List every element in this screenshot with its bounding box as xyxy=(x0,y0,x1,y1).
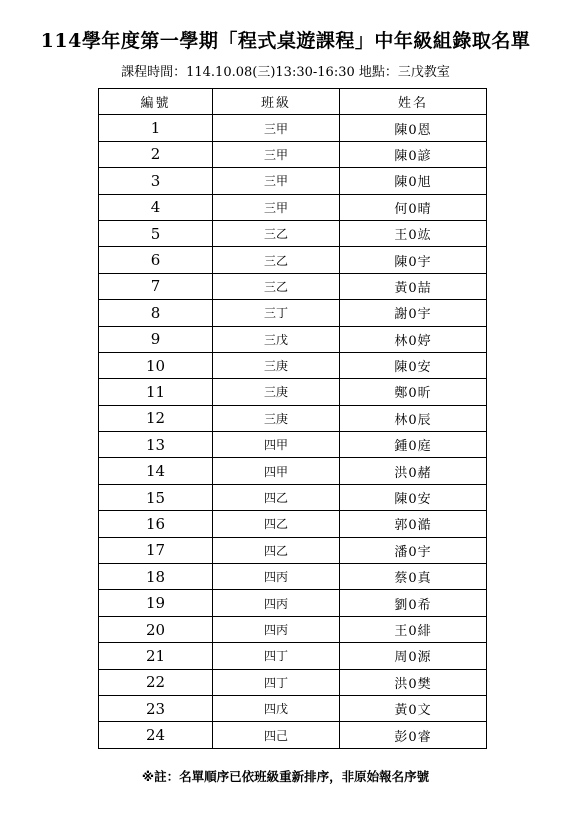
row-student-name: 陳0安 xyxy=(340,484,487,510)
row-class: 四乙 xyxy=(213,537,340,563)
table-row xyxy=(99,669,487,695)
table-row xyxy=(99,141,487,167)
row-number: 24 xyxy=(99,722,213,748)
row-number: 7 xyxy=(99,273,213,299)
document-title: 114學年度第一學期「程式桌遊課程」中年級組錄取名單 xyxy=(40,30,531,52)
table-row xyxy=(99,247,487,273)
table-row xyxy=(99,643,487,669)
row-class: 四丙 xyxy=(213,590,340,616)
row-class: 四甲 xyxy=(213,458,340,484)
table-row xyxy=(99,537,487,563)
table-header-row xyxy=(99,89,487,115)
table-row xyxy=(99,300,487,326)
row-number: 6 xyxy=(99,247,213,273)
table-row xyxy=(99,115,487,141)
row-class: 三庚 xyxy=(213,405,340,431)
row-number: 2 xyxy=(99,141,213,167)
row-class: 三甲 xyxy=(213,194,340,220)
table-row xyxy=(99,326,487,352)
row-number: 18 xyxy=(99,564,213,590)
admission-roster-table xyxy=(98,88,487,749)
row-class: 三乙 xyxy=(213,247,340,273)
row-class: 四己 xyxy=(213,722,340,748)
row-class: 三庚 xyxy=(213,352,340,378)
row-student-name: 潘0宇 xyxy=(340,537,487,563)
row-number: 13 xyxy=(99,432,213,458)
row-class: 四丁 xyxy=(213,643,340,669)
row-number: 1 xyxy=(99,115,213,141)
row-student-name: 王0緋 xyxy=(340,616,487,642)
row-class: 四乙 xyxy=(213,511,340,537)
row-number: 15 xyxy=(99,484,213,510)
row-number: 16 xyxy=(99,511,213,537)
row-number: 23 xyxy=(99,695,213,721)
row-student-name: 陳0恩 xyxy=(340,115,487,141)
table-row xyxy=(99,695,487,721)
row-student-name: 蔡0真 xyxy=(340,564,487,590)
row-class: 四丁 xyxy=(213,669,340,695)
row-number: 12 xyxy=(99,405,213,431)
row-student-name: 謝0宇 xyxy=(340,300,487,326)
table-row xyxy=(99,379,487,405)
row-number: 21 xyxy=(99,643,213,669)
row-student-name: 陳0宇 xyxy=(340,247,487,273)
row-class: 三丁 xyxy=(213,300,340,326)
row-number: 4 xyxy=(99,194,213,220)
row-number: 9 xyxy=(99,326,213,352)
row-student-name: 林0婷 xyxy=(340,326,487,352)
table-row xyxy=(99,564,487,590)
header-name: 姓名 xyxy=(340,89,487,115)
table-row xyxy=(99,616,487,642)
row-student-name: 林0辰 xyxy=(340,405,487,431)
row-number: 10 xyxy=(99,352,213,378)
row-class: 四丙 xyxy=(213,564,340,590)
row-number: 22 xyxy=(99,669,213,695)
footnote: ※註：名單順序已依班級重新排序，非原始報名序號 xyxy=(141,769,430,784)
table-row xyxy=(99,194,487,220)
header-class: 班級 xyxy=(213,89,340,115)
row-class: 四甲 xyxy=(213,432,340,458)
row-student-name: 王0竑 xyxy=(340,220,487,246)
table-row xyxy=(99,590,487,616)
row-student-name: 周0源 xyxy=(340,643,487,669)
table-row xyxy=(99,168,487,194)
row-student-name: 陳0旭 xyxy=(340,168,487,194)
table-body xyxy=(99,115,487,748)
row-student-name: 劉0希 xyxy=(340,590,487,616)
table-row xyxy=(99,722,487,748)
row-student-name: 鍾0庭 xyxy=(340,432,487,458)
row-number: 14 xyxy=(99,458,213,484)
row-student-name: 陳0諺 xyxy=(340,141,487,167)
table-row xyxy=(99,220,487,246)
row-student-name: 洪0樊 xyxy=(340,669,487,695)
row-number: 8 xyxy=(99,300,213,326)
table-row xyxy=(99,458,487,484)
table-row xyxy=(99,273,487,299)
row-student-name: 黃0文 xyxy=(340,695,487,721)
row-class: 四乙 xyxy=(213,484,340,510)
course-info: 課程時間：114.10.08(三)13:30-16:30 地點：三戊教室 xyxy=(121,65,450,80)
row-number: 3 xyxy=(99,168,213,194)
row-class: 三甲 xyxy=(213,115,340,141)
row-class: 三戊 xyxy=(213,326,340,352)
table-row xyxy=(99,432,487,458)
table-row xyxy=(99,352,487,378)
row-class: 四戊 xyxy=(213,695,340,721)
row-class: 四丙 xyxy=(213,616,340,642)
row-student-name: 陳0安 xyxy=(340,352,487,378)
table-row xyxy=(99,484,487,510)
row-student-name: 鄭0昕 xyxy=(340,379,487,405)
row-number: 17 xyxy=(99,537,213,563)
table-row xyxy=(99,405,487,431)
row-class: 三乙 xyxy=(213,273,340,299)
row-class: 三甲 xyxy=(213,168,340,194)
row-student-name: 黃0喆 xyxy=(340,273,487,299)
row-number: 19 xyxy=(99,590,213,616)
header-number: 編號 xyxy=(99,89,213,115)
table-row xyxy=(99,511,487,537)
row-class: 三乙 xyxy=(213,220,340,246)
row-student-name: 郭0澔 xyxy=(340,511,487,537)
row-number: 5 xyxy=(99,220,213,246)
row-number: 20 xyxy=(99,616,213,642)
row-student-name: 洪0赭 xyxy=(340,458,487,484)
row-number: 11 xyxy=(99,379,213,405)
row-class: 三甲 xyxy=(213,141,340,167)
row-student-name: 何0晴 xyxy=(340,194,487,220)
row-student-name: 彭0睿 xyxy=(340,722,487,748)
row-class: 三庚 xyxy=(213,379,340,405)
